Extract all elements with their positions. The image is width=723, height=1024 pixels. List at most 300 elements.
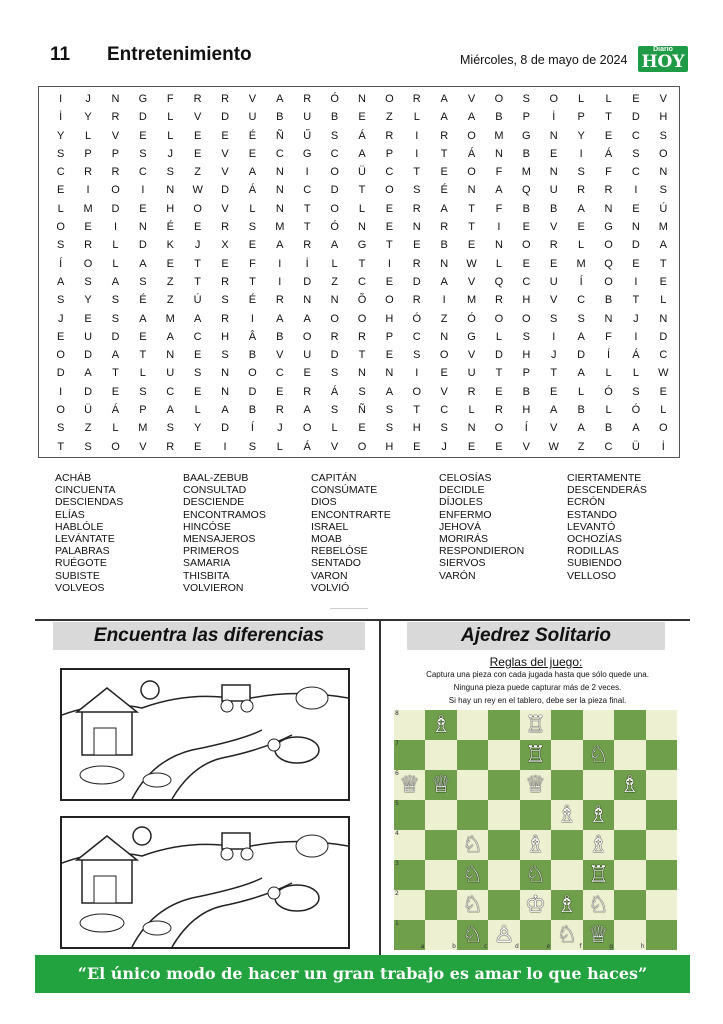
letter-cell[interactable]: O [467, 129, 476, 142]
letter-cell[interactable]: A [577, 202, 585, 215]
letter-cell[interactable]: Ó [467, 312, 476, 325]
letter-cell[interactable]: E [84, 221, 92, 234]
letter-cell[interactable]: N [221, 385, 230, 398]
letter-cell[interactable]: E [632, 93, 640, 105]
letter-cell[interactable]: R [440, 129, 449, 142]
chess-square[interactable] [583, 890, 614, 920]
letter-cell[interactable]: W [466, 257, 477, 270]
chess-square[interactable] [488, 830, 519, 860]
letter-cell[interactable]: R [111, 166, 120, 179]
letter-cell[interactable]: S [111, 294, 120, 307]
chess-piece-icon[interactable]: ♘ [556, 922, 578, 948]
letter-cell[interactable]: A [303, 404, 311, 417]
chess-square[interactable] [394, 710, 425, 740]
letter-cell[interactable]: E [358, 111, 366, 124]
chess-square[interactable] [488, 920, 519, 950]
chess-square[interactable] [614, 800, 645, 830]
letter-cell[interactable]: Á [111, 404, 120, 417]
letter-cell[interactable]: S [330, 367, 339, 380]
chess-square[interactable] [457, 740, 488, 770]
letter-cell[interactable]: O [111, 184, 120, 197]
letter-cell[interactable]: E [385, 275, 394, 288]
letter-cell[interactable]: H [522, 294, 531, 307]
chess-square[interactable] [646, 740, 677, 770]
letter-cell[interactable]: C [275, 147, 284, 160]
chess-square[interactable] [551, 740, 582, 770]
letter-cell[interactable]: I [634, 330, 638, 343]
letter-cell[interactable]: S [577, 166, 585, 179]
chess-square[interactable] [394, 920, 425, 950]
letter-cell[interactable]: P [84, 147, 92, 160]
letter-cell[interactable]: A [111, 275, 120, 288]
letter-cell[interactable]: B [522, 147, 530, 160]
letter-cell[interactable]: D [56, 367, 65, 380]
letter-cell[interactable]: V [467, 93, 476, 105]
chess-square[interactable] [425, 890, 456, 920]
letter-cell[interactable]: G [138, 93, 148, 105]
chess-square[interactable] [646, 800, 677, 830]
letter-cell[interactable]: P [522, 367, 530, 380]
letter-cell[interactable]: R [494, 404, 503, 417]
letter-cell[interactable]: S [632, 147, 640, 160]
chess-square[interactable] [551, 770, 582, 800]
letter-cell[interactable]: T [112, 367, 119, 380]
letter-cell[interactable]: L [276, 440, 283, 453]
letter-cell[interactable]: D [111, 202, 120, 215]
letter-cell[interactable]: Z [440, 312, 448, 325]
chess-square[interactable] [614, 920, 645, 950]
letter-cell[interactable]: O [439, 349, 449, 362]
letter-cell[interactable]: R [84, 239, 93, 252]
letter-cell[interactable]: E [522, 221, 530, 234]
letter-cell[interactable]: V [193, 111, 202, 124]
letter-cell[interactable]: S [522, 93, 530, 105]
letter-cell[interactable]: A [495, 184, 503, 197]
letter-cell[interactable]: T [468, 221, 475, 234]
letter-cell[interactable]: O [412, 385, 422, 398]
letter-cell[interactable]: Z [331, 275, 338, 288]
chess-square[interactable] [614, 890, 645, 920]
letter-cell[interactable]: R [84, 166, 93, 179]
letter-cell[interactable]: C [440, 404, 449, 417]
letter-cell[interactable]: E [57, 184, 65, 197]
letter-cell[interactable]: O [56, 221, 65, 234]
letter-cell[interactable]: S [248, 440, 257, 453]
letter-cell[interactable]: D [84, 385, 93, 398]
letter-cell[interactable]: D [494, 349, 503, 362]
letter-cell[interactable]: Á [248, 184, 257, 197]
letter-cell[interactable]: S [440, 422, 448, 435]
letter-cell[interactable]: A [303, 312, 311, 325]
chess-piece-icon[interactable]: ♘ [462, 832, 483, 858]
letter-cell[interactable]: I [59, 93, 63, 105]
letter-cell[interactable]: Q [494, 275, 504, 288]
letter-cell[interactable]: R [330, 330, 339, 343]
letter-cell[interactable]: C [138, 166, 147, 179]
chess-piece-icon[interactable]: ♖ [525, 712, 546, 738]
letter-cell[interactable]: Y [84, 294, 92, 307]
chess-piece-icon[interactable]: ♘ [588, 742, 609, 768]
letter-cell[interactable]: E [193, 349, 202, 362]
letter-cell[interactable]: A [111, 349, 120, 362]
chess-piece-icon[interactable]: ♘ [588, 892, 609, 918]
letter-cell[interactable]: N [166, 184, 175, 197]
letter-cell[interactable]: I [634, 275, 638, 288]
letter-cell[interactable]: Z [386, 111, 393, 124]
chess-square[interactable] [614, 830, 645, 860]
chess-piece-icon[interactable]: ♗ [588, 832, 609, 858]
letter-cell[interactable]: B [495, 111, 503, 124]
letter-cell[interactable]: C [604, 440, 613, 453]
letter-cell[interactable]: B [248, 404, 257, 417]
letter-cell[interactable]: O [659, 147, 668, 160]
letter-cell[interactable]: T [139, 349, 147, 362]
chess-square[interactable] [614, 710, 645, 740]
letter-cell[interactable]: E [193, 129, 202, 142]
letter-cell[interactable]: N [358, 221, 366, 234]
letter-cell[interactable]: H [385, 312, 394, 325]
letter-cell[interactable]: T [413, 166, 421, 179]
letter-cell[interactable]: B [276, 330, 284, 343]
chess-square[interactable] [425, 830, 456, 860]
letter-cell[interactable]: L [167, 129, 174, 142]
chess-square[interactable] [488, 860, 519, 890]
letter-cell[interactable]: İ [552, 111, 556, 124]
chess-square[interactable] [583, 770, 614, 800]
letter-cell[interactable]: O [193, 202, 202, 215]
letter-cell[interactable]: R [303, 239, 312, 252]
chess-piece-icon[interactable]: ♗ [588, 802, 609, 828]
letter-cell[interactable]: V [550, 294, 558, 307]
chess-square[interactable] [457, 860, 488, 890]
letter-cell[interactable]: N [604, 312, 613, 325]
letter-cell[interactable]: A [57, 275, 65, 288]
letter-cell[interactable]: L [605, 367, 612, 380]
chess-square[interactable] [583, 800, 614, 830]
letter-cell[interactable]: N [221, 367, 230, 380]
letter-cell[interactable]: D [631, 239, 640, 252]
letter-cell[interactable]: R [303, 93, 312, 105]
letter-cell[interactable]: T [194, 257, 202, 270]
letter-cell[interactable]: G [522, 129, 531, 142]
letter-cell[interactable]: S [330, 129, 339, 142]
letter-cell[interactable]: A [467, 111, 476, 124]
chess-square[interactable] [520, 710, 551, 740]
letter-cell[interactable]: D [138, 111, 147, 124]
letter-cell[interactable]: W [192, 184, 203, 197]
letter-cell[interactable]: R [221, 312, 230, 325]
letter-cell[interactable]: B [604, 294, 613, 307]
chess-square[interactable] [394, 770, 425, 800]
letter-cell[interactable]: Í [524, 422, 528, 435]
letter-cell[interactable]: A [276, 93, 284, 105]
letter-cell[interactable]: L [57, 202, 64, 215]
letter-cell[interactable]: A [577, 367, 585, 380]
letter-cell[interactable]: O [56, 349, 65, 362]
letter-cell[interactable]: Õ [357, 294, 367, 307]
letter-cell[interactable]: N [275, 166, 284, 179]
chess-square[interactable] [425, 800, 456, 830]
letter-cell[interactable]: D [631, 111, 640, 124]
letter-cell[interactable]: M [494, 129, 504, 142]
letter-cell[interactable]: I [86, 184, 90, 197]
letter-cell[interactable]: C [275, 367, 284, 380]
letter-cell[interactable]: O [385, 184, 394, 197]
letter-cell[interactable]: S [577, 312, 585, 325]
letter-cell[interactable]: E [467, 239, 476, 252]
letter-cell[interactable]: L [468, 404, 475, 417]
letter-cell[interactable]: E [221, 257, 229, 270]
letter-cell[interactable]: N [303, 294, 312, 307]
chess-square[interactable] [488, 740, 519, 770]
letter-cell[interactable]: T [468, 202, 475, 215]
letter-cell[interactable]: S [413, 349, 421, 362]
letter-cell[interactable]: F [495, 202, 503, 215]
letter-cell[interactable]: B [522, 202, 530, 215]
letter-cell[interactable]: J [194, 239, 201, 252]
chess-square[interactable] [646, 860, 677, 890]
letter-cell[interactable]: L [605, 93, 612, 105]
letter-cell[interactable]: S [358, 385, 366, 398]
chess-piece-icon[interactable]: ♙ [493, 922, 515, 948]
letter-cell[interactable]: E [166, 257, 174, 270]
letter-cell[interactable]: D [221, 184, 230, 197]
letter-cell[interactable]: P [111, 147, 120, 160]
letter-cell[interactable]: R [358, 330, 366, 343]
letter-cell[interactable]: T [194, 275, 202, 288]
letter-cell[interactable]: N [467, 184, 476, 197]
letter-cell[interactable]: V [276, 349, 284, 362]
letter-cell[interactable]: S [221, 294, 229, 307]
letter-cell[interactable]: R [166, 440, 175, 453]
letter-cell[interactable]: Â [248, 330, 257, 343]
letter-cell[interactable]: F [605, 166, 612, 179]
letter-cell[interactable]: D [412, 275, 421, 288]
letter-cell[interactable]: A [248, 166, 257, 179]
letter-cell[interactable]: U [467, 367, 476, 380]
chess-square[interactable] [457, 800, 488, 830]
letter-cell[interactable]: Ü [84, 404, 93, 417]
letter-cell[interactable]: S [57, 147, 65, 160]
chess-piece-icon[interactable]: ♔ [525, 892, 546, 918]
letter-cell[interactable]: E [385, 221, 394, 234]
chess-square[interactable] [394, 830, 425, 860]
letter-cell[interactable]: E [111, 385, 120, 398]
chess-square[interactable] [457, 710, 488, 740]
letter-cell[interactable]: T [659, 257, 667, 270]
letter-cell[interactable]: A [577, 422, 585, 435]
letter-cell[interactable]: A [139, 312, 147, 325]
letter-cell[interactable]: M [521, 166, 531, 179]
letter-cell[interactable]: O [522, 239, 531, 252]
letter-cell[interactable]: U [248, 111, 257, 124]
letter-cell[interactable]: E [193, 385, 202, 398]
chess-piece-icon[interactable]: ♖ [588, 862, 609, 888]
chess-square[interactable] [520, 770, 551, 800]
letter-cell[interactable]: S [522, 330, 530, 343]
letter-cell[interactable]: A [276, 312, 284, 325]
letter-cell[interactable]: R [275, 404, 284, 417]
letter-cell[interactable]: U [549, 184, 558, 197]
letter-cell[interactable]: I [141, 184, 145, 197]
letter-cell[interactable]: O [83, 257, 93, 270]
letter-cell[interactable]: F [495, 166, 503, 179]
letter-cell[interactable]: V [248, 93, 257, 105]
letter-cell[interactable]: S [139, 275, 147, 288]
letter-cell[interactable]: M [138, 422, 148, 435]
letter-cell[interactable]: D [221, 111, 230, 124]
letter-cell[interactable]: D [221, 422, 230, 435]
letter-cell[interactable]: B [440, 239, 448, 252]
letter-cell[interactable]: C [56, 166, 65, 179]
letter-cell[interactable]: Y [84, 111, 92, 124]
chess-square[interactable] [646, 920, 677, 950]
letter-cell[interactable]: J [57, 312, 64, 325]
chess-square[interactable] [551, 920, 582, 950]
letter-cell[interactable]: E [632, 257, 640, 270]
chess-square[interactable] [614, 770, 645, 800]
letter-cell[interactable]: N [659, 166, 668, 179]
letter-cell[interactable]: N [604, 202, 613, 215]
letter-cell[interactable]: O [522, 312, 531, 325]
letter-cell[interactable]: Á [330, 385, 339, 398]
letter-cell[interactable]: Ú [193, 294, 202, 307]
letter-cell[interactable]: U [84, 330, 93, 343]
chess-square[interactable] [457, 890, 488, 920]
letter-cell[interactable]: L [112, 422, 119, 435]
letter-cell[interactable]: E [440, 166, 448, 179]
letter-cell[interactable]: V [659, 93, 667, 105]
letter-cell[interactable]: Í [606, 349, 611, 362]
letter-cell[interactable]: B [248, 349, 257, 362]
chess-square[interactable] [520, 920, 551, 950]
letter-cell[interactable]: T [632, 294, 640, 307]
letter-cell[interactable]: C [358, 275, 366, 288]
letter-cell[interactable]: T [386, 239, 393, 252]
letter-cell[interactable]: R [412, 294, 421, 307]
letter-cell[interactable]: T [495, 367, 503, 380]
letter-cell[interactable]: G [467, 330, 476, 343]
letter-cell[interactable]: É [248, 294, 257, 307]
letter-cell[interactable]: A [440, 111, 448, 124]
letter-cell[interactable]: D [111, 330, 120, 343]
letter-cell[interactable]: S [84, 440, 92, 453]
letter-cell[interactable]: V [139, 440, 147, 453]
letter-cell[interactable]: O [302, 330, 312, 343]
letter-cell[interactable]: N [330, 294, 339, 307]
letter-cell[interactable]: İ [305, 257, 309, 270]
letter-cell[interactable]: O [659, 422, 668, 435]
letter-cell[interactable]: J [85, 93, 91, 105]
letter-cell[interactable]: O [56, 404, 65, 417]
letter-cell[interactable]: O [302, 422, 312, 435]
letter-cell[interactable]: M [576, 257, 586, 270]
chess-piece-icon[interactable]: ♗ [525, 832, 546, 858]
letter-cell[interactable]: D [577, 349, 586, 362]
letter-cell[interactable]: E [221, 129, 229, 142]
letter-cell[interactable]: Z [166, 294, 174, 307]
letter-cell[interactable]: E [139, 129, 147, 142]
letter-cell[interactable]: N [275, 184, 284, 197]
letter-cell[interactable]: T [303, 221, 311, 234]
chess-piece-icon[interactable]: ♕ [430, 772, 452, 798]
letter-cell[interactable]: G [604, 221, 613, 234]
letter-cell[interactable]: C [522, 275, 531, 288]
letter-cell[interactable]: V [221, 147, 229, 160]
letter-cell[interactable]: V [440, 385, 448, 398]
chess-square[interactable] [646, 830, 677, 860]
letter-cell[interactable]: I [278, 275, 282, 288]
letter-cell[interactable]: N [549, 129, 558, 142]
chess-piece-icon[interactable]: ♖ [525, 742, 546, 768]
letter-cell[interactable]: Ú [659, 202, 668, 215]
letter-cell[interactable]: C [330, 147, 339, 160]
chess-square[interactable] [425, 920, 456, 950]
letter-cell[interactable]: E [385, 349, 394, 362]
letter-cell[interactable]: S [248, 221, 257, 234]
letter-cell[interactable]: B [604, 422, 613, 435]
letter-cell[interactable]: P [522, 111, 530, 124]
letter-cell[interactable]: I [497, 221, 501, 234]
letter-cell[interactable]: L [358, 202, 366, 215]
chess-square[interactable] [614, 860, 645, 890]
letter-cell[interactable]: T [57, 440, 65, 453]
letter-cell[interactable]: L [660, 404, 667, 417]
letter-cell[interactable]: S [550, 312, 558, 325]
letter-cell[interactable]: U [549, 275, 558, 288]
chess-square[interactable] [551, 830, 582, 860]
chess-piece-icon[interactable]: ♗ [556, 802, 578, 828]
chess-square[interactable] [425, 740, 456, 770]
chess-square[interactable] [457, 920, 488, 950]
letter-cell[interactable]: L [139, 367, 146, 380]
letter-cell[interactable]: İ [661, 440, 665, 453]
letter-cell[interactable]: E [84, 312, 92, 325]
letter-cell[interactable]: Á [604, 147, 613, 160]
letter-cell[interactable]: C [412, 330, 421, 343]
letter-cell[interactable]: O [248, 367, 257, 380]
chess-square[interactable] [488, 710, 519, 740]
letter-cell[interactable]: Z [194, 166, 202, 179]
chess-square[interactable] [457, 770, 488, 800]
chess-square[interactable] [551, 800, 582, 830]
letter-cell[interactable]: N [494, 239, 503, 252]
chess-square[interactable] [488, 800, 519, 830]
letter-cell[interactable]: S [413, 184, 421, 197]
letter-cell[interactable]: L [578, 385, 585, 398]
letter-cell[interactable]: H [522, 404, 531, 417]
letter-cell[interactable]: E [248, 239, 257, 252]
chess-square[interactable] [425, 770, 456, 800]
letter-cell[interactable]: S [659, 129, 667, 142]
chess-square[interactable] [520, 740, 551, 770]
letter-cell[interactable]: Z [577, 440, 585, 453]
chess-square[interactable] [488, 770, 519, 800]
letter-cell[interactable]: S [659, 184, 667, 197]
letter-cell[interactable]: E [358, 422, 366, 435]
letter-cell[interactable]: O [330, 202, 339, 215]
letter-cell[interactable]: D [330, 184, 339, 197]
letter-cell[interactable]: V [467, 275, 476, 288]
letter-cell[interactable]: F [166, 93, 174, 105]
letter-cell[interactable]: S [57, 422, 65, 435]
letter-cell[interactable]: R [604, 184, 613, 197]
letter-cell[interactable]: A [577, 330, 585, 343]
letter-cell[interactable]: D [659, 330, 668, 343]
letter-cell[interactable]: H [412, 422, 421, 435]
letter-cell[interactable]: E [193, 147, 202, 160]
letter-cell[interactable]: I [387, 257, 391, 270]
